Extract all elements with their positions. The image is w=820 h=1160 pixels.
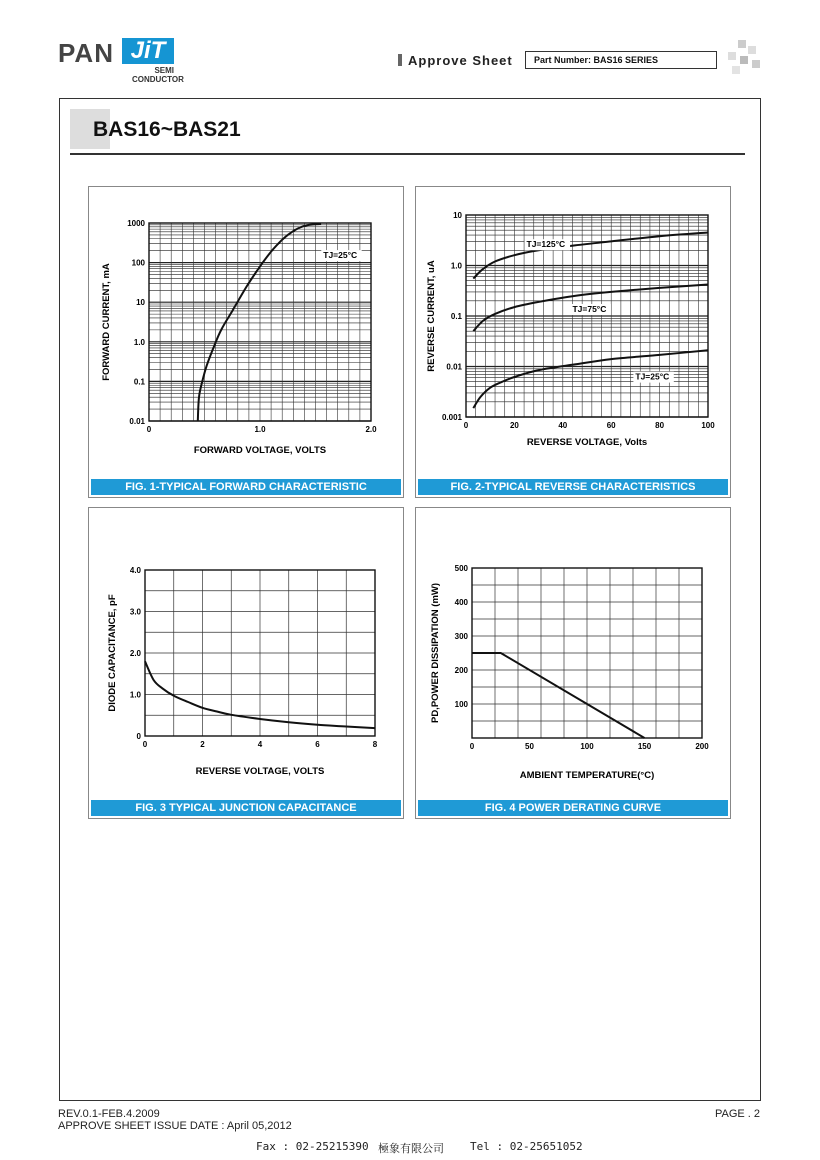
y-tick-label: 10 [136, 298, 145, 308]
logo-subtitle [132, 66, 184, 84]
y-axis-label: REVERSE CURRENT, uA [426, 260, 437, 372]
chart-caption-fig2: FIG. 2-TYPICAL REVERSE CHARACTERISTICS [418, 479, 728, 495]
chart-caption-fig4: FIG. 4 POWER DERATING CURVE [418, 800, 728, 816]
x-tick-label: 2 [200, 740, 205, 749]
y-tick-label: 1.0 [133, 337, 145, 347]
y-tick-label: 0.001 [441, 413, 462, 422]
y-tick-label: 1.0 [129, 690, 141, 700]
series-annotation: TJ=75°C [572, 304, 607, 315]
fax-number: Fax : 02-25215390 [256, 1140, 369, 1153]
x-tick-label: 0 [146, 425, 152, 434]
x-tick-label: 200 [695, 742, 709, 751]
y-tick-label: 0.1 [133, 377, 145, 387]
chart-fig2 [416, 187, 732, 479]
chart-caption-fig1: FIG. 1-TYPICAL FORWARD CHARACTERISTIC [91, 479, 401, 495]
x-tick-label: 100 [701, 421, 715, 430]
y-axis-label: DIODE CAPACITANCE, pF [107, 594, 118, 712]
chart-fig4 [416, 508, 732, 800]
issue-date-text: APPROVE SHEET ISSUE DATE : April 05,2012 [58, 1120, 292, 1132]
logo-semi-text: SEMI [154, 66, 174, 75]
series-annotation: TJ=25°C [635, 371, 670, 382]
y-tick-label: 0.01 [446, 362, 462, 372]
revision-text: REV.0.1-FEB.4.2009 [58, 1108, 160, 1120]
chart-grid [466, 215, 708, 417]
y-tick-label: 200 [454, 666, 468, 675]
y-tick-label: 1.0 [450, 261, 462, 271]
page-number: PAGE . 2 [715, 1108, 761, 1120]
approve-sheet-label: Approve Sheet [408, 53, 513, 68]
y-tick-label: 500 [454, 564, 468, 573]
company-name: 極象有限公司 [378, 1142, 444, 1155]
logo-pan-text: PAN [58, 38, 114, 68]
chart-panel-fig2 [415, 186, 731, 498]
x-axis-label: FORWARD VOLTAGE, VOLTS [193, 445, 327, 456]
decorative-squares-icon [726, 40, 762, 76]
y-tick-label: 10 [453, 211, 462, 220]
y-tick-label: 3.0 [129, 607, 141, 617]
y-tick-label: 300 [454, 632, 468, 641]
part-number-box: Part Number: BAS16 SERIES [525, 51, 717, 69]
y-tick-label: 0 [136, 732, 141, 741]
y-tick-label: 100 [454, 700, 468, 709]
tel-number: Tel : 02-25651052 [470, 1140, 583, 1153]
chart-grid [145, 570, 375, 736]
x-tick-label: 4 [257, 740, 263, 749]
x-axis-label: REVERSE VOLTAGE, VOLTS [195, 766, 325, 777]
x-tick-label: 2.0 [365, 425, 377, 434]
page-title: BAS16~BAS21 [93, 118, 241, 141]
chart-fig3 [89, 508, 405, 800]
series-annotation: TJ=125°C [526, 239, 566, 250]
chart-panel-fig3 [88, 507, 404, 819]
y-tick-label: 1000 [127, 219, 145, 228]
x-tick-label: 80 [655, 421, 665, 430]
y-tick-label: 4.0 [129, 566, 141, 575]
x-tick-label: 6 [315, 740, 320, 749]
x-tick-label: 50 [525, 742, 534, 751]
x-tick-label: 0 [142, 740, 148, 749]
x-tick-label: 8 [372, 740, 378, 749]
x-tick-label: 20 [509, 421, 519, 430]
x-tick-label: 0 [463, 421, 469, 430]
x-tick-label: 150 [637, 742, 652, 751]
series-line [473, 233, 708, 279]
x-tick-label: 60 [606, 421, 616, 430]
x-tick-label: 100 [580, 742, 594, 751]
chart-fig1 [89, 187, 405, 479]
y-tick-label: 100 [131, 258, 145, 268]
chart-panel-fig4 [415, 507, 731, 819]
y-axis-label: FORWARD CURRENT, mA [101, 263, 112, 381]
y-tick-label: 0.01 [129, 417, 145, 426]
x-tick-label: 1.0 [254, 425, 266, 434]
y-tick-label: 400 [454, 598, 468, 607]
series-line [198, 224, 321, 421]
series-annotation: TJ=25°C [323, 250, 358, 261]
series-line [472, 653, 645, 738]
x-tick-label: 0 [469, 742, 475, 751]
y-tick-label: 2.0 [129, 649, 141, 658]
title-rule [70, 153, 745, 155]
x-axis-label: REVERSE VOLTAGE, Volts [526, 437, 648, 448]
x-tick-label: 40 [558, 421, 568, 430]
y-axis-label: PD,POWER DISSIPATION (mW) [430, 582, 441, 724]
chart-caption-fig3: FIG. 3 TYPICAL JUNCTION CAPACITANCE [91, 800, 401, 816]
logo-conductor-text: CONDUCTOR [132, 75, 184, 84]
chart-panel-fig1 [88, 186, 404, 498]
x-axis-label: AMBIENT TEMPERATURE(°C) [519, 770, 655, 781]
approve-marker [398, 54, 402, 66]
logo-jit-text: JiT [122, 38, 174, 64]
y-tick-label: 0.1 [450, 312, 462, 321]
chart-grid [472, 568, 702, 738]
